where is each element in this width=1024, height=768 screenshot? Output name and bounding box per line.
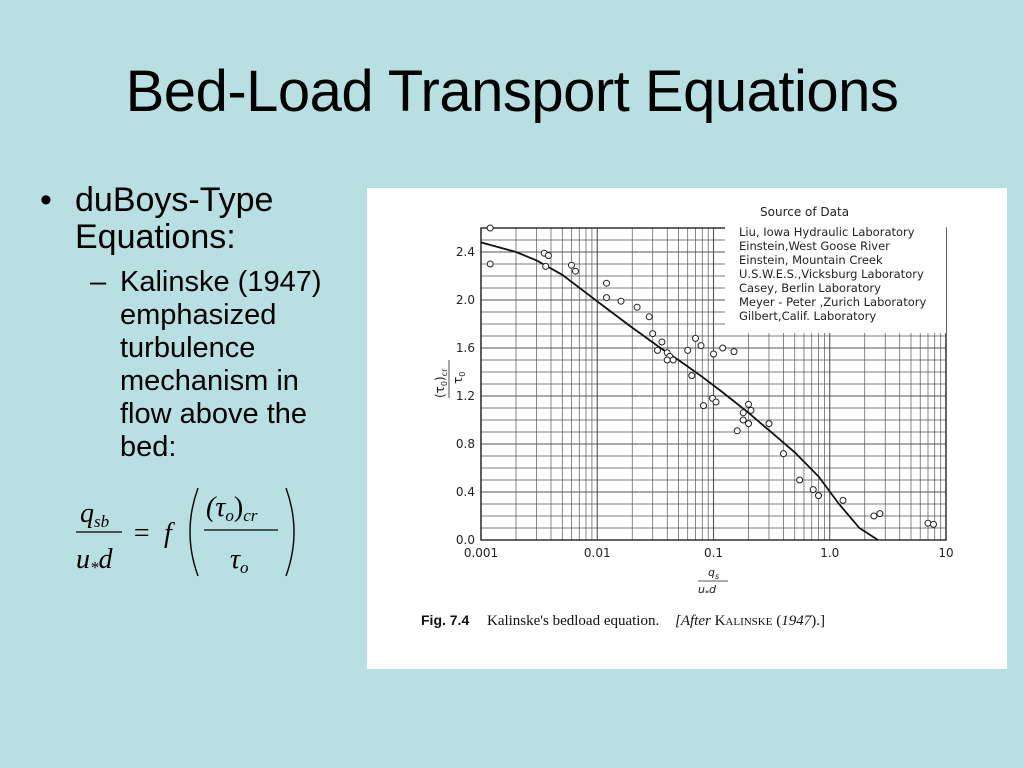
caption-figure-label: Fig. 7.4 (421, 612, 470, 628)
data-point (810, 487, 816, 493)
data-point (797, 477, 803, 483)
eq-rhs-denominator: τo (230, 544, 249, 577)
data-point (573, 268, 579, 274)
legend-entry: Casey, Berlin Laboratory (739, 281, 881, 295)
data-point (634, 304, 640, 310)
bullet-kalinske-text (120, 266, 365, 464)
kalinske-equation (70, 480, 310, 590)
kalinske-chart (367, 188, 1007, 608)
data-point (840, 497, 846, 503)
data-point (655, 347, 661, 353)
y-label-numerator: $(\tau_0)_{cr}$ (433, 368, 449, 398)
caption-source: [After Kalinske (1947).] (674, 613, 825, 629)
eq-left-paren (190, 488, 198, 576)
bullet-line: Kalinske (1947) (120, 266, 322, 298)
eq-rhs-numerator: (τo)cr (206, 492, 258, 525)
y-tick-label: 0.4 (455, 485, 475, 499)
data-point (877, 511, 883, 517)
y-tick-label: 2.4 (455, 245, 475, 259)
data-point (604, 280, 610, 286)
data-point (746, 401, 752, 407)
figure-panel (367, 188, 1007, 669)
data-point (734, 428, 740, 434)
legend-title: Source of Data (760, 205, 850, 219)
legend-entry: U.S.W.E.S.,Vicksburg Laboratory (739, 267, 924, 281)
data-point (659, 339, 665, 345)
data-point (871, 513, 877, 519)
data-point (931, 521, 937, 527)
data-point (569, 262, 575, 268)
bullet-line: flow above the (120, 398, 308, 430)
x-tick-label: 1.0 (820, 546, 840, 560)
figure-caption (421, 612, 825, 630)
data-point (731, 349, 737, 355)
bullet-line: emphasized (120, 299, 277, 331)
bullet-line: mechanism in (120, 365, 299, 397)
slide-title: Bed-Load Transport Equations (125, 59, 899, 124)
x-tick-label: 0.01 (583, 546, 611, 560)
data-point (646, 314, 652, 320)
bullet-line: bed: (120, 431, 177, 463)
data-point (543, 263, 549, 269)
bullet-marker: • (40, 181, 52, 219)
eq-lhs-numerator: qsb (80, 498, 110, 531)
data-point (766, 421, 772, 427)
eq-lhs-denominator: u*d (76, 544, 113, 577)
x-tick-label: 0.1 (703, 546, 724, 560)
legend-entry: Liu, Iowa Hydraulic Laboratory (739, 225, 915, 239)
data-point (816, 493, 822, 499)
data-point (701, 403, 707, 409)
eq-right-paren (286, 488, 294, 576)
legend-entry: Einstein,West Goose River (739, 239, 890, 253)
legend-entry: Einstein, Mountain Creek (739, 253, 883, 267)
data-point (487, 261, 493, 267)
data-point (698, 343, 704, 349)
data-point (748, 407, 754, 413)
y-tick-label: 0.8 (455, 437, 475, 451)
bullet-line: turbulence (120, 332, 256, 364)
y-tick-label: 0.0 (455, 533, 475, 547)
data-point (670, 357, 676, 363)
data-point (664, 357, 670, 363)
eq-equals: = (132, 518, 151, 549)
eq-function: f (164, 518, 172, 549)
data-point (925, 520, 931, 526)
data-point (711, 351, 717, 357)
x-label-denominator: $u_*d$ (698, 583, 716, 598)
data-point (693, 335, 699, 341)
data-point (487, 225, 493, 231)
data-point (781, 451, 787, 457)
data-point (650, 331, 656, 337)
caption-text: Kalinske's bedload equation. (486, 613, 660, 629)
data-point (618, 298, 624, 304)
data-point (685, 347, 691, 353)
y-label-denominator: $\tau_0$ (451, 371, 467, 384)
x-tick-label: 0.001 (463, 546, 499, 560)
x-axis-label (698, 566, 728, 598)
data-point (740, 410, 746, 416)
y-tick-label: 2.0 (455, 293, 475, 307)
data-point (740, 417, 746, 423)
y-tick-label: 1.2 (455, 389, 475, 403)
bullet-duboys-text: duBoys-Type Equations: (75, 181, 274, 256)
data-point (604, 295, 610, 301)
data-point (713, 399, 719, 405)
data-point (689, 373, 695, 379)
sub-bullet-marker: – (90, 266, 107, 298)
y-tick-label: 1.6 (455, 341, 475, 355)
x-label-numerator: $q_s$ (708, 566, 720, 581)
legend-entry: Meyer - Peter ,Zurich Laboratory (739, 295, 927, 309)
data-point (545, 253, 551, 259)
x-tick-label: 10 (938, 546, 954, 560)
data-point (720, 345, 726, 351)
data-point (746, 421, 752, 427)
legend-entry: Gilbert,Calif. Laboratory (739, 309, 877, 323)
